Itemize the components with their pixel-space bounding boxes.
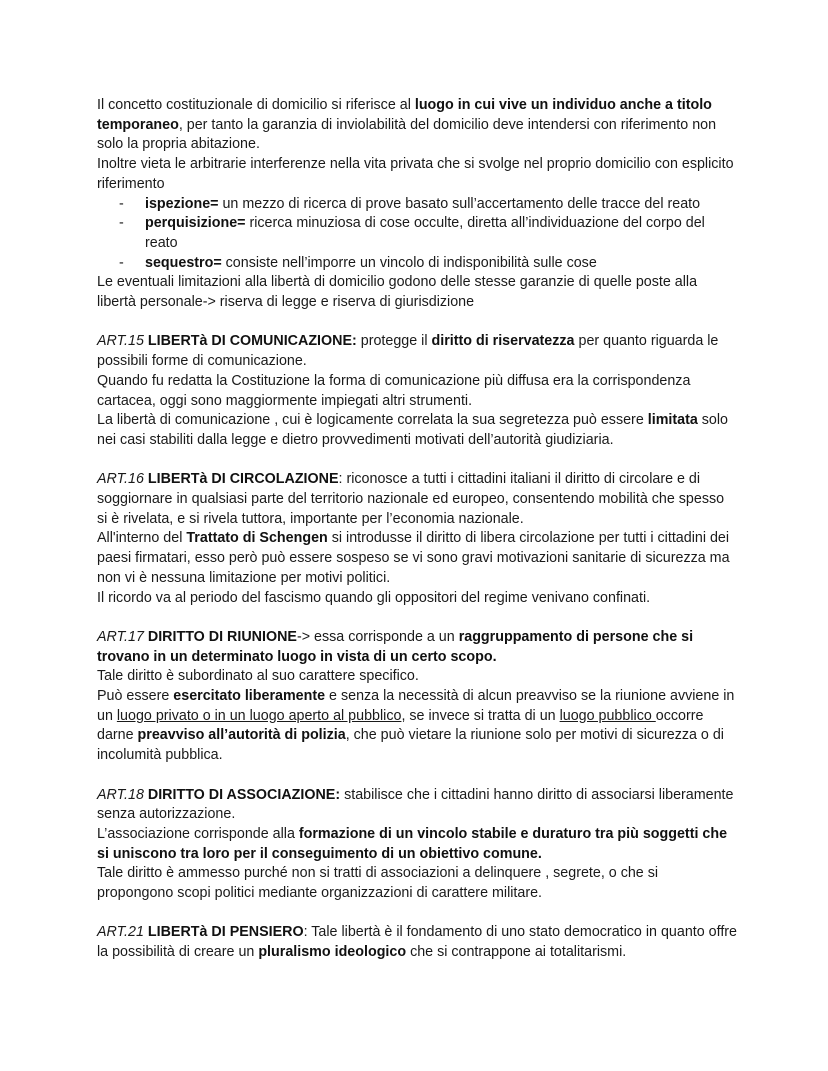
- text: che si contrappone ai totalitarismi.: [406, 944, 627, 961]
- text: -> essa corrisponde a un: [296, 628, 459, 645]
- article-number: ART.16: [97, 471, 144, 488]
- list-term: perquisizione=: [145, 215, 246, 232]
- dash-bullet: -: [119, 195, 124, 212]
- domicilio-paragraph-3: Le eventuali limitazioni alla libertà di domicilio godono delle stesse garanzie di quelle poste alla libertà personale-> riserva di legge e riserva di giurisdizione: [97, 274, 698, 311]
- bold-text: Trattato di Schengen: [186, 530, 328, 547]
- article-title: DIRITTO DI ASSOCIAZIONE:: [143, 786, 341, 803]
- spacer: [97, 313, 737, 333]
- list-text: un mezzo di ricerca di prove basato sull’accertamento delle tracce del reato: [218, 195, 701, 212]
- bold-text: preavviso all’autorità di polizia: [137, 727, 346, 744]
- text: : Tale libertà è il fondamento di uno stato democratico in quanto offre la possibilità di creare un: [97, 924, 738, 961]
- article-title: LIBERTà DI PENSIERO: [143, 924, 304, 941]
- section-domicilio: [97, 96, 737, 313]
- list-item-ispezione: [97, 195, 737, 215]
- art18-paragraph-3: Tale diritto è ammesso purché non si tratti di associazioni a delinquere , segrete, o che si propongono scopi politici mediante organizzazioni di carattere militare.: [97, 865, 659, 902]
- article-number: ART.18: [97, 786, 144, 803]
- section-art21: [97, 923, 737, 962]
- article-number: ART.21: [97, 924, 144, 941]
- text: , che può vietare la riunione solo per motivi di sicurezza o di incolumità pubblica.: [97, 727, 724, 764]
- text: : riconosce a tutti i cittadini italiani il diritto di circolare e di soggiornare in qualsiasi parte del territorio nazionale ed europeo, consentendo mobilità che spesso si è rivelata, e si rivela tuttora, importante per l’economia nazionale.: [97, 471, 725, 527]
- text: solo nei casi stabiliti dalla legge e dietro provvedimenti motivati dell’autorità giudiziaria.: [97, 412, 729, 448]
- spacer: [97, 608, 737, 628]
- art21-paragraph-1: [97, 923, 737, 962]
- domicilio-paragraph-2: Inoltre vieta le arbitrarie interferenze nella vita privata che si svolge nel proprio domicilio con esplicito riferimento: [97, 156, 734, 192]
- art17-paragraph-2: Tale diritto è subordinato al suo carattere specifico.: [97, 668, 419, 685]
- text: protegge il: [356, 333, 432, 350]
- art18-paragraph-2: [97, 825, 737, 864]
- domicilio-paragraph-1: [97, 96, 737, 155]
- text: per quanto riguarda le possibili forme di comunicazione.: [97, 333, 719, 370]
- art17-paragraph-1: [97, 628, 737, 667]
- text: si introdusse il diritto di libera circolazione per tutti i cittadini dei paesi firmatari, esso però può essere sospeso se vi sono gravi motivazioni sanitarie di sicurezza ma non vi è nessuna limitazione per motivi politici.: [97, 530, 730, 586]
- bold-text: formazione di un vincolo stabile e duraturo tra più soggetti che si uniscono tra loro per il conseguimento di un obiettivo comune.: [97, 825, 728, 862]
- list-text: ricerca minuziosa di cose occulte, diretta all’individuazione del corpo del reato: [145, 215, 705, 251]
- section-art15: [97, 332, 737, 450]
- art15-paragraph-2: Quando fu redatta la Costituzione la forma di comunicazione più diffusa era la corrispondenza cartacea, oggi sono maggiormente impiegati altri strumenti.: [97, 372, 691, 409]
- section-art18: [97, 786, 737, 904]
- text: All'interno del: [97, 530, 187, 547]
- list-item-sequestro: [97, 254, 737, 274]
- spacer: [97, 766, 737, 786]
- text: Il concetto costituzionale di domicilio si riferisce al: [97, 97, 415, 113]
- document-page: [97, 96, 737, 963]
- art16-paragraph-1: [97, 470, 737, 529]
- text: La libertà di comunicazione , cui è logicamente correlata la sua segretezza può essere: [97, 412, 648, 429]
- domicilio-list: [97, 195, 737, 274]
- art18-paragraph-1: [97, 786, 737, 825]
- text: , se invece si tratta di un: [401, 707, 560, 724]
- bold-text: raggruppamento di persone che si trovano in un determinato luogo in vista di un certo scopo.: [97, 628, 694, 665]
- article-title: DIRITTO DI RIUNIONE: [143, 628, 297, 645]
- bold-text: diritto di riservatezza: [431, 333, 575, 350]
- section-art17: [97, 628, 737, 766]
- list-term: ispezione=: [145, 195, 219, 212]
- art16-paragraph-3: Il ricordo va al periodo del fascismo quando gli oppositori del regime venivano confinati.: [97, 589, 651, 606]
- article-title: LIBERTà DI CIRCOLAZIONE: [143, 471, 339, 488]
- spacer: [97, 451, 737, 471]
- dash-bullet: -: [119, 215, 124, 232]
- underlined-text: luogo privato o in un luogo aperto al pubblico: [116, 707, 402, 724]
- art15-paragraph-3: [97, 411, 737, 450]
- text: e senza la necessità di alcun preavviso se la riunione avviene in un: [97, 688, 735, 724]
- dash-bullet: -: [119, 254, 124, 271]
- list-text: consiste nell’imporre un vincolo di indisponibilità sulle cose: [221, 254, 597, 271]
- list-term: sequestro=: [145, 254, 222, 271]
- text: , per tanto la garanzia di inviolabilità del domicilio deve intendersi con riferimento non solo la propria abitazione.: [97, 116, 717, 153]
- section-art16: [97, 470, 737, 608]
- bold-text: esercitato liberamente: [173, 688, 326, 705]
- spacer: [97, 904, 737, 924]
- art15-paragraph-1: [97, 332, 737, 371]
- text: L’associazione corrisponde alla: [97, 825, 299, 842]
- art17-paragraph-3: [97, 687, 737, 766]
- bold-text: luogo in cui vive un individuo anche a titolo temporaneo: [97, 97, 712, 133]
- underlined-text: luogo pubblico: [559, 707, 656, 724]
- bold-text: limitata: [647, 412, 698, 429]
- article-title: LIBERTà DI COMUNICAZIONE:: [143, 333, 357, 350]
- article-number: ART.15: [97, 333, 144, 350]
- list-item-perquisizione: [97, 214, 737, 253]
- art16-paragraph-2: [97, 529, 737, 588]
- article-number: ART.17: [97, 628, 144, 645]
- bold-text: pluralismo ideologico: [258, 944, 407, 961]
- text: Può essere: [97, 688, 174, 705]
- text: occorre darne: [97, 707, 704, 744]
- text: stabilisce che i cittadini hanno diritto di associarsi liberamente senza autorizzazione.: [97, 786, 734, 823]
